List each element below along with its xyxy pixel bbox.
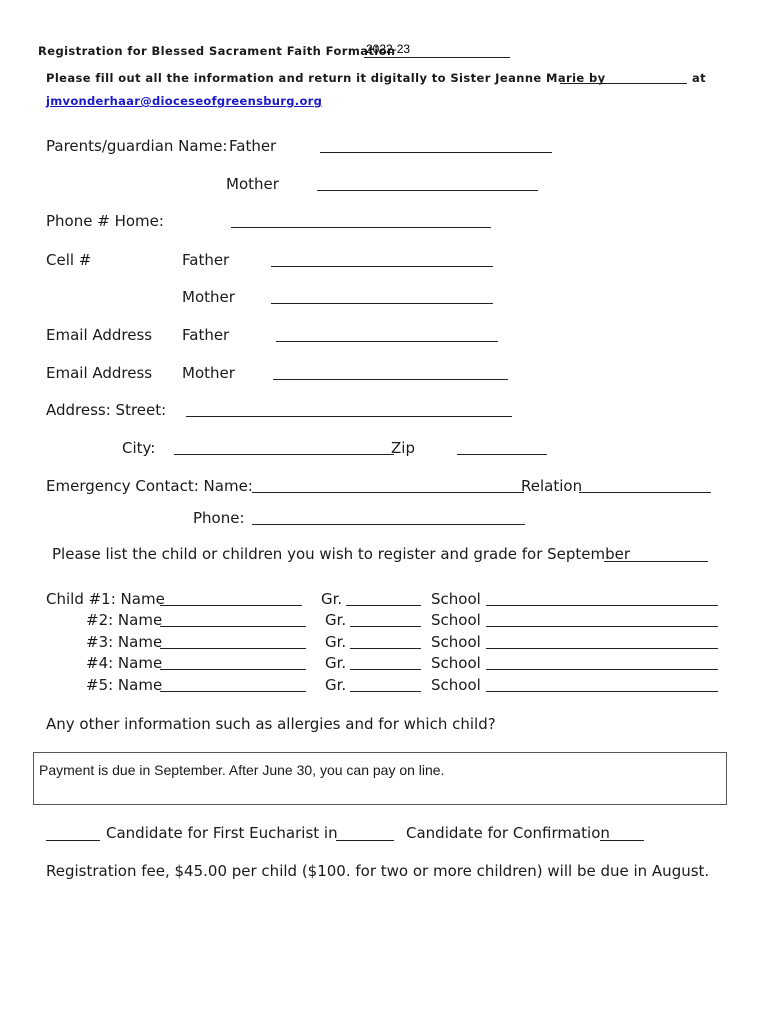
registration-fee-text: Registration fee, $45.00 per child ($100. for two or more children) will be due in August. [46, 862, 710, 880]
mother-name-field[interactable] [317, 174, 538, 191]
home-phone-field[interactable] [231, 211, 491, 228]
first-eucharist-year-line[interactable] [336, 840, 394, 841]
father-label: Father [229, 137, 277, 155]
emergency-name-field[interactable] [252, 476, 524, 493]
email-mother-label: Email Address [46, 364, 153, 382]
emergency-phone-field[interactable] [252, 508, 525, 525]
child-4-grade-label: Gr. [325, 654, 347, 672]
email-mother-parent-label: Mother [182, 364, 235, 382]
email-father-label: Email Address [46, 326, 153, 344]
child-2-school-field[interactable] [486, 610, 718, 627]
child-4-school-field[interactable] [486, 653, 718, 670]
relation-field[interactable] [579, 476, 711, 493]
first-eucharist-label: Candidate for First Eucharist in [106, 824, 338, 842]
zip-label: Zip [391, 439, 415, 457]
child-3-name-field[interactable] [160, 632, 306, 649]
child-3-school-label: School [431, 633, 481, 651]
address-street-label: Address: Street: [46, 401, 167, 419]
child-4-school-label: School [431, 654, 481, 672]
parents-name-label: Parents/guardian Name: [46, 137, 228, 155]
phone-home-label: Phone # Home: [46, 212, 164, 230]
mother-email-field[interactable] [273, 363, 508, 380]
other-info-label: Any other information such as allergies and for which child? [46, 715, 496, 733]
emergency-phone-label: Phone: [193, 509, 245, 527]
mother-cell-field[interactable] [271, 287, 493, 304]
child-5-grade-field[interactable] [350, 675, 421, 692]
child-2-grade-label: Gr. [325, 611, 347, 629]
relation-label: Relation [521, 477, 583, 495]
child-3-grade-label: Gr. [325, 633, 347, 651]
due-date-line[interactable] [560, 83, 687, 84]
child-4-name-field[interactable] [160, 653, 306, 670]
child-2-grade-field[interactable] [350, 610, 421, 627]
child-1-grade-field[interactable] [346, 589, 421, 606]
father-email-field[interactable] [276, 325, 498, 342]
father-cell-field[interactable] [271, 250, 493, 267]
child-5-school-field[interactable] [486, 675, 718, 692]
child-3-label: #3: Name [86, 633, 163, 651]
zip-field[interactable] [457, 438, 547, 455]
confirmation-label: Candidate for Confirmation [406, 824, 610, 842]
child-2-name-field[interactable] [160, 610, 306, 627]
child-3-grade-field[interactable] [350, 632, 421, 649]
street-field[interactable] [186, 400, 512, 417]
father-name-field[interactable] [320, 136, 552, 153]
child-3-school-field[interactable] [486, 632, 718, 649]
child-4-label: #4: Name [86, 654, 163, 672]
child-5-label: #5: Name [86, 676, 163, 694]
instructions-text: Please fill out all the information and return it digitally to Sister Jeanne Marie by [46, 71, 606, 85]
city-field[interactable] [174, 438, 394, 455]
year-field[interactable] [364, 41, 510, 58]
child-1-school-field[interactable] [486, 589, 718, 606]
child-1-school-label: School [431, 590, 481, 608]
cell-label: Cell # [46, 251, 92, 269]
form-title: Registration for Blessed Sacrament Faith Formation [38, 44, 396, 58]
child-2-school-label: School [431, 611, 481, 629]
child-1-grade-label: Gr. [321, 590, 343, 608]
confirmation-line[interactable] [600, 840, 644, 841]
children-prompt: Please list the child or children you wish to register and grade for September [52, 545, 631, 563]
email-father-parent-label: Father [182, 326, 230, 344]
mother-label: Mother [226, 175, 279, 193]
child-1-label: Child #1: Name [46, 590, 165, 608]
child-2-label: #2: Name [86, 611, 163, 629]
first-eucharist-check-line[interactable] [46, 840, 100, 841]
child-5-grade-label: Gr. [325, 676, 347, 694]
city-label: City: [122, 439, 156, 457]
emergency-contact-label: Emergency Contact: Name: [46, 477, 253, 495]
september-line[interactable] [604, 561, 708, 562]
child-4-grade-field[interactable] [350, 653, 421, 670]
child-5-name-field[interactable] [160, 675, 306, 692]
child-5-school-label: School [431, 676, 481, 694]
child-1-name-field[interactable] [160, 589, 302, 606]
cell-father-label: Father [182, 251, 230, 269]
email-link[interactable]: jmvonderhaar@dioceseofgreensburg.org [46, 94, 323, 108]
at-text: at [692, 71, 707, 85]
cell-mother-label: Mother [182, 288, 235, 306]
other-info-box[interactable] [33, 752, 727, 805]
payment-note: Payment is due in September. After June 30, you can pay on line. [39, 762, 445, 778]
